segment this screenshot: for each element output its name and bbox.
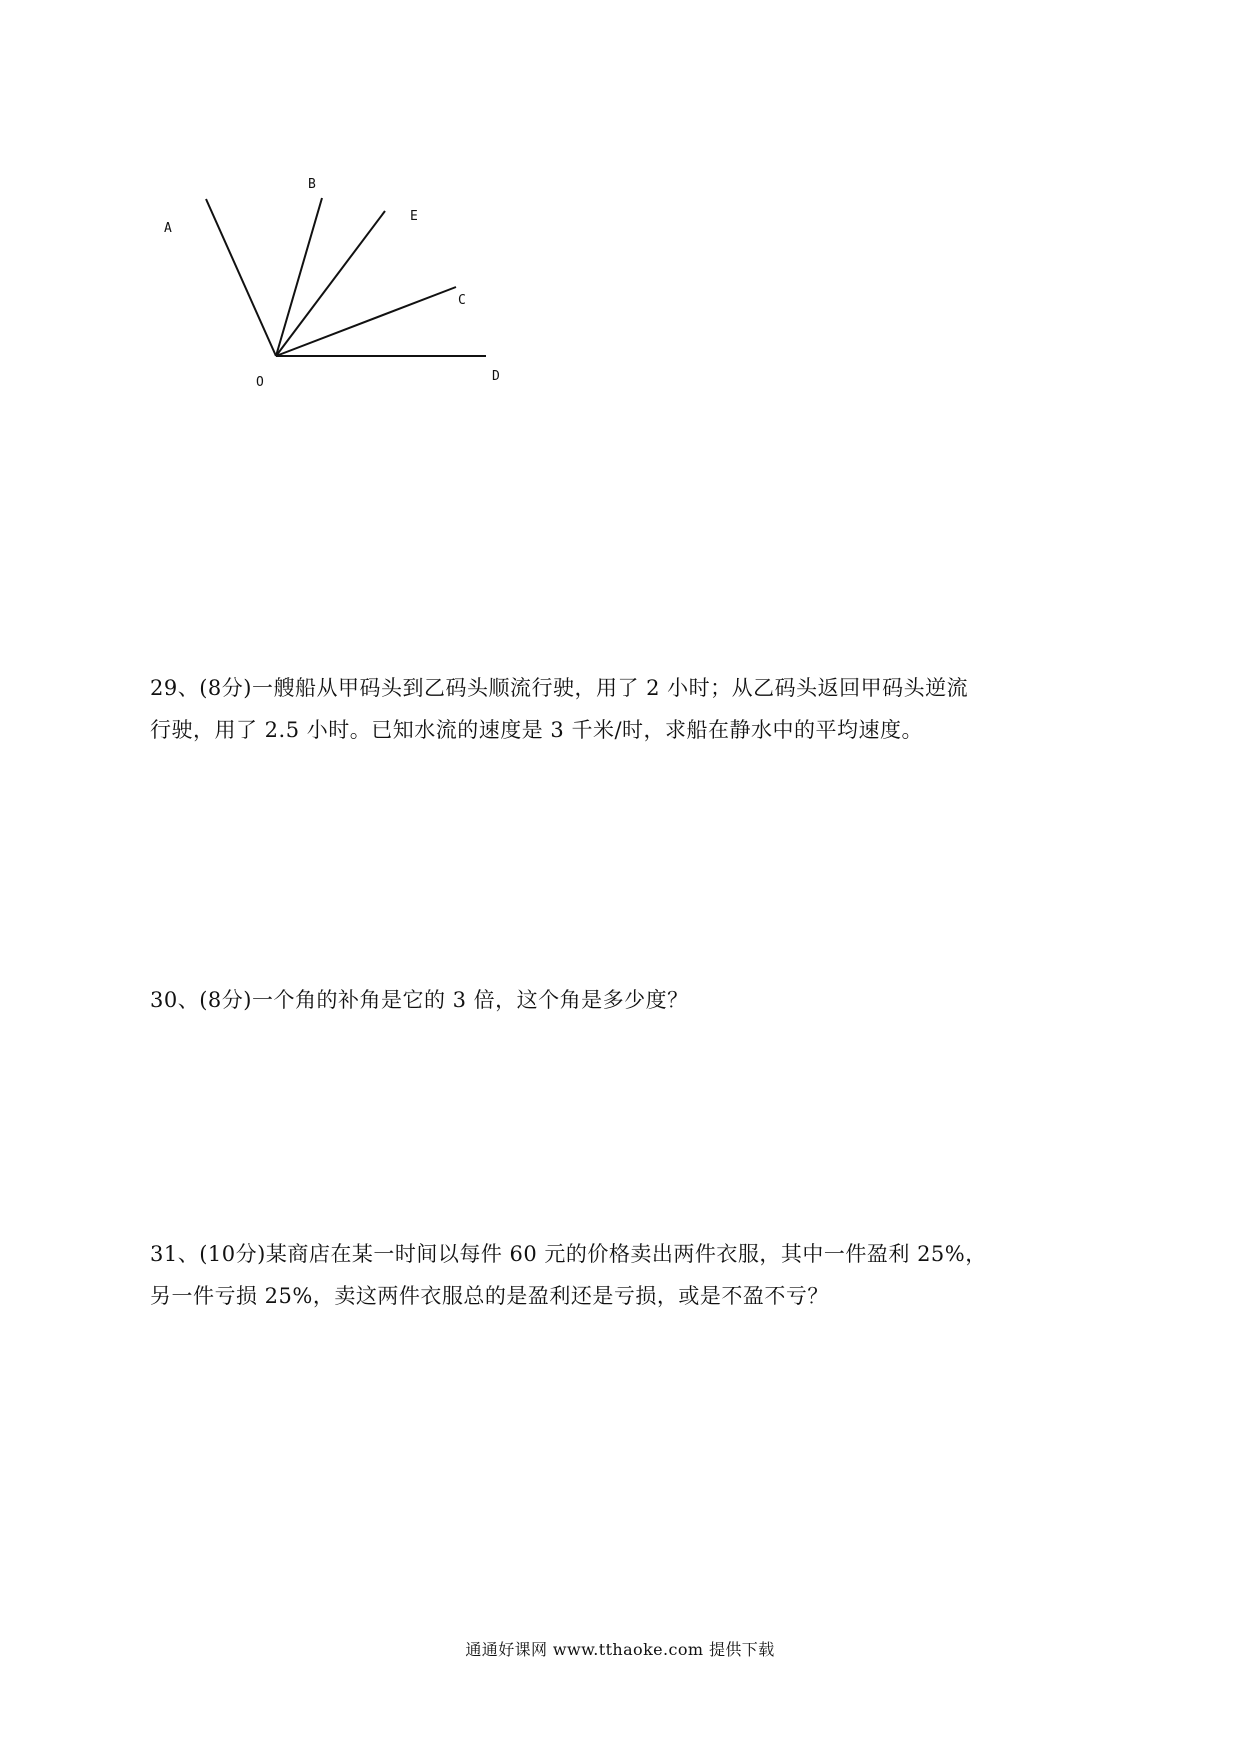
question-30	[150, 979, 1110, 1021]
point-label-o: O	[256, 375, 264, 390]
point-label-d: D	[492, 369, 500, 384]
point-label-c: C	[458, 293, 466, 308]
question-31-line-2: 另一件亏损 25%，卖这两件衣服总的是盈利还是亏损，或是不盈不亏？	[150, 1284, 829, 1308]
question-29	[150, 667, 1110, 751]
question-30-line-1: 30、(8分)一个角的补角是它的 3 倍，这个角是多少度？	[150, 988, 689, 1012]
ray-ob	[276, 198, 322, 356]
angle-figure	[150, 170, 530, 410]
question-31-line-1: 31、(10分)某商店在某一时间以每件 60 元的价格卖出两件衣服，其中一件盈利 25%，	[150, 1242, 987, 1266]
question-29-line-1: 29、(8分)一艘船从甲码头到乙码头顺流行驶，用了 2 小时；从乙码头返回甲码头逆流	[150, 676, 969, 700]
angle-diagram	[150, 170, 530, 410]
ray-oa	[206, 199, 276, 356]
question-31	[150, 1233, 1110, 1317]
point-label-a: A	[164, 221, 172, 236]
point-label-e: E	[410, 209, 418, 224]
footer-source: 通通好课网 www.tthaoke.com 提供下载	[465, 1640, 775, 1659]
question-29-line-2: 行驶，用了 2.5 小时。已知水流的速度是 3 千米/时，求船在静水中的平均速度。	[150, 718, 924, 742]
point-label-b: B	[308, 177, 316, 192]
